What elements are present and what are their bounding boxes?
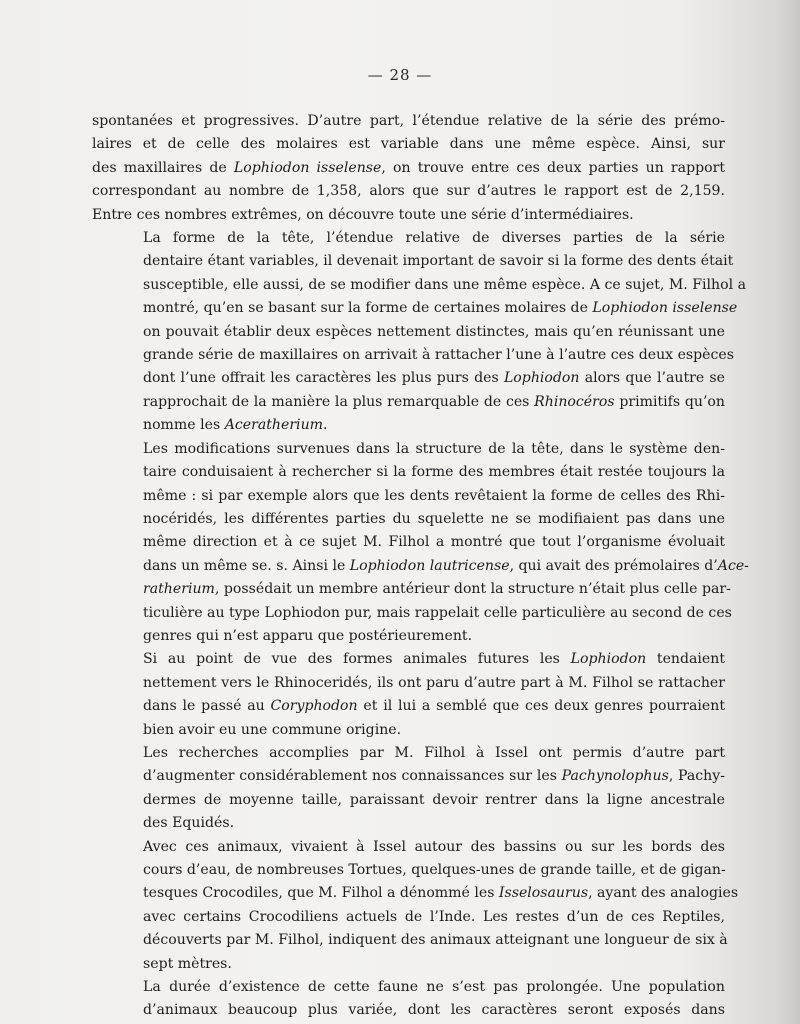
text-run: La durée d’existence de cette faune ne s’est pas prolongée. Une population bbox=[143, 979, 725, 996]
text-line bbox=[92, 133, 725, 156]
paragraph bbox=[92, 836, 739, 976]
italic-term: Lophiodon lautricense bbox=[349, 557, 510, 574]
text-line bbox=[92, 625, 725, 648]
text-line bbox=[92, 976, 725, 999]
text-line bbox=[92, 742, 725, 765]
text-run: alors que l’autre se bbox=[579, 370, 726, 387]
italic-term: ratherium bbox=[143, 581, 215, 598]
text-line bbox=[92, 531, 725, 554]
text-line bbox=[92, 882, 739, 905]
text-line bbox=[92, 321, 725, 344]
text-run: dans un même se. s. Ainsi le bbox=[143, 557, 350, 574]
text-line bbox=[92, 367, 725, 390]
text-run: , ayant des analogies bbox=[588, 885, 739, 902]
italic-term: Ace- bbox=[717, 557, 749, 574]
text-run: avec certains Crocodiliens actuels de l’Inde. Les restes d’un de ces Reptiles, bbox=[143, 908, 725, 925]
text-run: spontanées et progressives. D’autre part, l’étendue relative de la série des prémo- bbox=[92, 113, 725, 129]
text-line bbox=[92, 906, 725, 929]
italic-term: Rhinocéros bbox=[534, 393, 615, 410]
text-run: bien avoir eu une commune origine. bbox=[143, 721, 402, 738]
text-run: Entre ces nombres extrêmes, on découvre toute une série d’intermédiaires. bbox=[92, 206, 634, 223]
text-run: des Equidés. bbox=[143, 815, 235, 832]
text-line bbox=[92, 274, 746, 297]
text-run: Si au point de vue des formes animales futures les bbox=[143, 651, 571, 668]
text-run: taire conduisaient à rechercher si la forme des membres était restée toujours la bbox=[143, 464, 725, 481]
text-run: des maxillaires de bbox=[92, 159, 234, 176]
text-line bbox=[92, 508, 725, 531]
italic-term: Lophiodon bbox=[570, 651, 647, 668]
text-line bbox=[92, 929, 728, 952]
text-run: d’augmenter considérablement nos connaissances sur les bbox=[143, 768, 562, 785]
paragraph bbox=[92, 976, 725, 1023]
text-run: nomme les bbox=[143, 417, 225, 434]
text-line bbox=[92, 180, 725, 203]
text-run: primitifs qu’on bbox=[614, 393, 725, 410]
text-line bbox=[92, 765, 725, 788]
paragraph bbox=[92, 110, 725, 227]
text-line bbox=[92, 555, 749, 578]
text-run: grande série de maxillaires on arrivait à rattacher l’une à l’autre ces deux espèces bbox=[143, 347, 734, 364]
text-run: La forme de la tête, l’étendue relative de diverses parties de la série bbox=[143, 230, 725, 247]
text-line bbox=[92, 414, 725, 437]
text-run: nocéridés, les différentes parties du squelette ne se modifiaient pas dans une bbox=[143, 510, 725, 527]
text-line bbox=[92, 578, 731, 601]
italic-term: Lophiodon bbox=[503, 370, 580, 387]
text-run: dans le passé au bbox=[143, 698, 271, 715]
text-line bbox=[92, 157, 725, 180]
text-run: découverts par M. Filhol, indiquent des animaux atteignant une longueur de six à bbox=[143, 932, 728, 949]
text-line bbox=[92, 999, 725, 1022]
text-run: tendaient bbox=[646, 651, 726, 668]
text-run: . bbox=[323, 417, 328, 434]
text-run: dermes de moyenne taille, paraissant devoir rentrer dans la ligne ancestrale bbox=[143, 791, 725, 808]
text-run: , Pachy- bbox=[668, 768, 725, 785]
page-number: — 28 — bbox=[367, 66, 433, 84]
text-line bbox=[92, 297, 738, 320]
text-line bbox=[92, 485, 725, 508]
italic-term: Lophiodon isselense bbox=[233, 159, 382, 176]
text-run: ticulière au type Lophiodon pur, mais rappelait celle particulière au second de ces bbox=[143, 604, 732, 621]
italic-term: Coryphodon bbox=[270, 698, 358, 715]
text-run: et il lui a semblé que ces deux genres pourraient bbox=[357, 698, 725, 715]
text-run: Avec ces animaux, vivaient à Issel autour des bassins ou sur les bords des bbox=[143, 838, 725, 855]
text-run: on pouvait établir deux espèces nettement distinctes, mais qu’en réunissant une bbox=[143, 323, 725, 340]
text-run: susceptible, elle aussi, de se modifier dans une même espèce. A ce sujet, M. Filhol a bbox=[143, 276, 746, 293]
text-line bbox=[92, 204, 725, 227]
text-line bbox=[92, 344, 734, 367]
text-line bbox=[92, 648, 725, 671]
text-line bbox=[92, 391, 725, 414]
text-line bbox=[92, 695, 725, 718]
text-run: , qui avait des prémolaires d’ bbox=[509, 557, 718, 574]
paragraph bbox=[92, 227, 746, 438]
text-line bbox=[92, 250, 734, 273]
text-run: Les modifications survenues dans la structure de la tête, dans le système den- bbox=[143, 440, 725, 457]
text-run: Les recherches accomplies par M. Filhol à Issel ont permis d’autre part bbox=[143, 744, 725, 761]
paragraph bbox=[92, 742, 725, 836]
italic-term: Lophiodon isselense bbox=[592, 300, 738, 317]
text-run: , possédait un membre antérieur dont la structure n’était plus celle par- bbox=[214, 581, 731, 598]
text-run: d’animaux beaucoup plus variée, dont les caractères seront exposés dans bbox=[143, 1002, 725, 1019]
text-run: , on trouve entre ces deux parties un rapport bbox=[381, 159, 726, 176]
text-line bbox=[92, 719, 725, 742]
text-line bbox=[92, 438, 725, 461]
text-run: sept mètres. bbox=[143, 955, 232, 972]
italic-term: Aceratherium bbox=[224, 417, 324, 434]
text-line bbox=[92, 953, 725, 976]
text-run: cours d’eau, de nombreuses Tortues, quelques-unes de grande taille, et de gigan- bbox=[143, 862, 726, 878]
text-line bbox=[92, 789, 725, 812]
text-line bbox=[92, 110, 725, 133]
text-line bbox=[92, 227, 725, 250]
text-line bbox=[92, 859, 725, 882]
text-run: correspondant au nombre de 1,358, alors que sur d’autres le rapport est de 2,159. bbox=[92, 183, 725, 200]
text-run: rapprochait de la manière la plus remarquable de ces bbox=[143, 393, 535, 410]
text-line bbox=[92, 602, 732, 625]
italic-term: Pachynolophus bbox=[561, 768, 669, 785]
paragraph bbox=[92, 438, 749, 649]
text-run: même : si par exemple alors que les dents revêtaient la forme de celles des Rhi- bbox=[143, 487, 725, 504]
text-run: dont l’une offrait les caractères les plus purs des bbox=[143, 370, 504, 387]
paragraph bbox=[92, 648, 725, 742]
text-run: genres qui n’est apparu que postérieurement. bbox=[143, 627, 473, 644]
text-line bbox=[92, 461, 725, 484]
italic-term: Isselosaurus bbox=[498, 885, 589, 902]
text-run: laires et de celle des molaires est variable dans une même espèce. Ainsi, sur bbox=[92, 136, 725, 153]
text-line bbox=[92, 672, 725, 695]
text-run: nettement vers le Rhinoceridés, ils ont paru d’autre part à M. Filhol se rattacher bbox=[143, 674, 725, 691]
text-line bbox=[92, 812, 725, 835]
text-run: dentaire étant variables, il devenait important de savoir si la forme des dents était bbox=[143, 253, 734, 270]
body-text bbox=[92, 110, 749, 1023]
text-run: même direction et à ce sujet M. Filhol a montré que tout l’organisme évoluait bbox=[143, 534, 725, 551]
text-line bbox=[92, 836, 725, 859]
text-run: tesques Crocodiles, que M. Filhol a dénommé les bbox=[143, 885, 499, 902]
text-run: montré, qu’en se basant sur la forme de certaines molaires de bbox=[143, 300, 593, 317]
